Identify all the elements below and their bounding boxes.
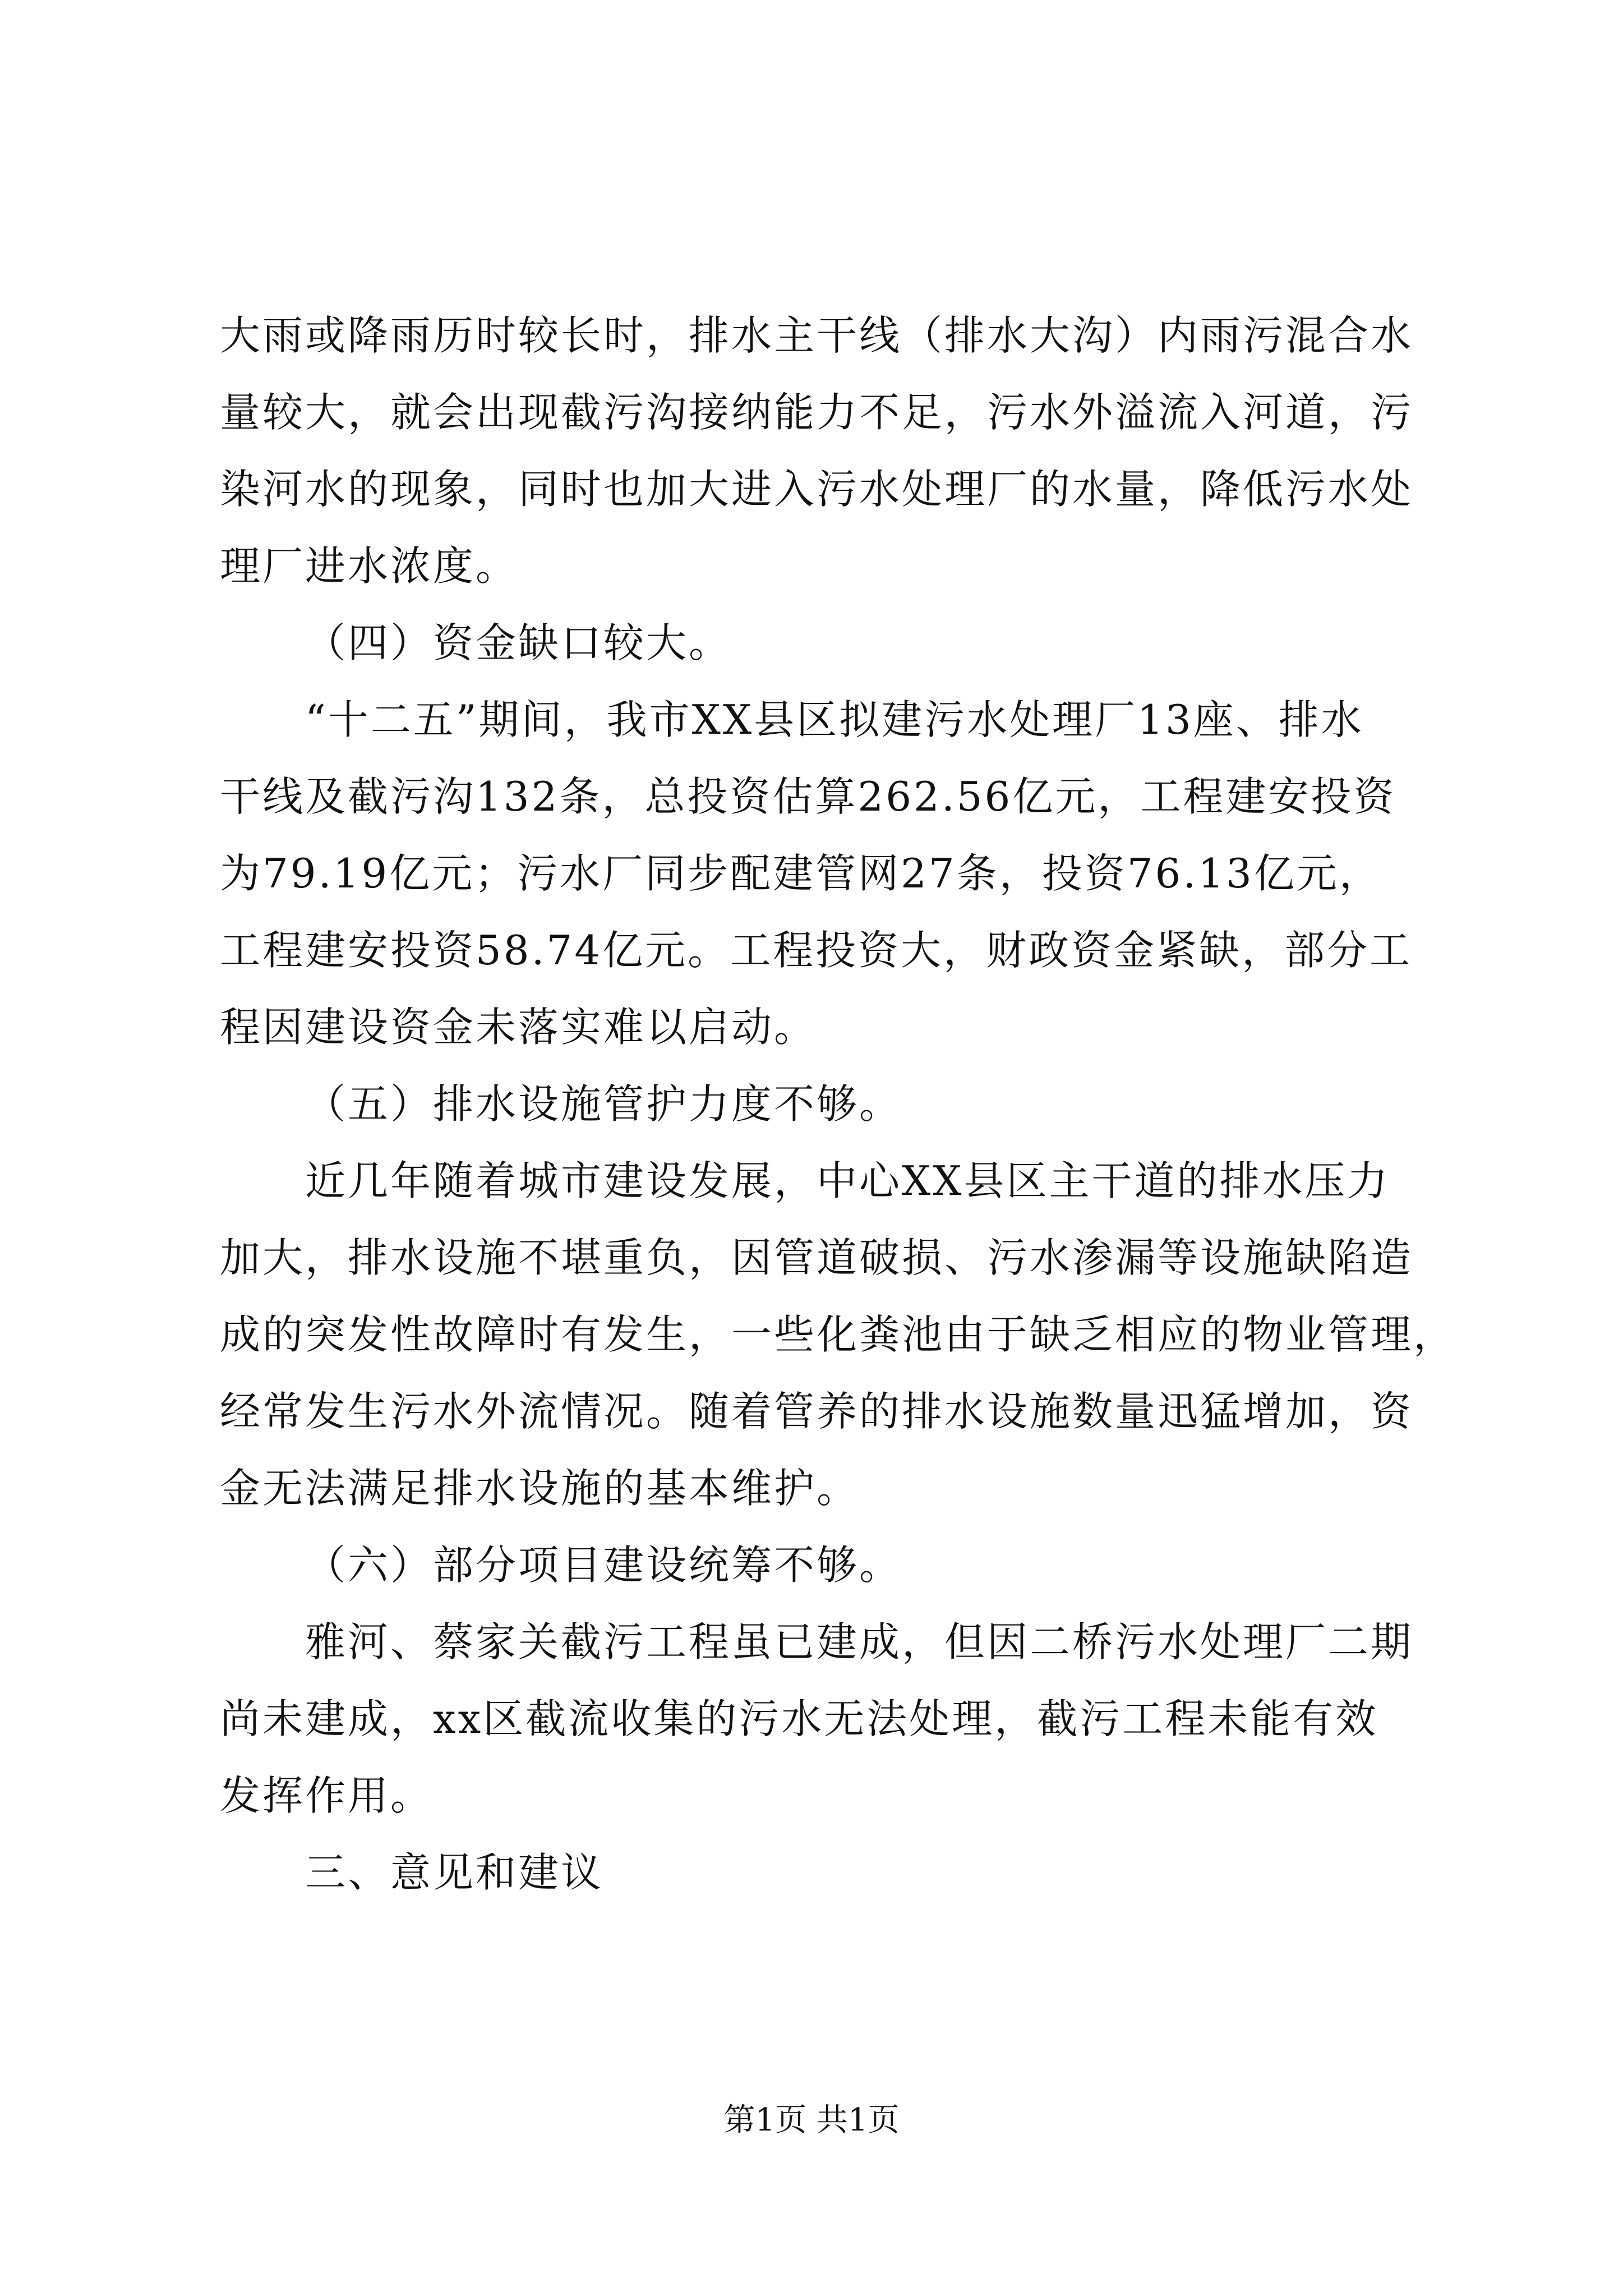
paragraph-line: 近几年随着城市建设发展，中心XX县区主干道的排水压力 — [305, 1157, 1390, 1204]
paragraph-line: 金无法满足排水设施的基本维护。 — [220, 1465, 860, 1512]
paragraph-line: 雅河、蔡家关截污工程虽已建成，但因二桥污水处理厂二期 — [305, 1618, 1414, 1665]
paragraph-line: 为79.19亿元；污水厂同步配建管网27条，投资76.13亿元， — [220, 850, 1382, 897]
paragraph-line: 量较大，就会出现截污沟接纳能力不足，污水外溢流入河道，污 — [220, 389, 1414, 436]
paragraph-line: 染河水的现象，同时也加大进入污水处理厂的水量，降低污水处 — [220, 466, 1414, 513]
paragraph-line: 经常发生污水外流情况。随着管养的排水设施数量迅猛增加，资 — [220, 1388, 1414, 1435]
document-body — [220, 297, 1456, 1911]
paragraph-line: 成的突发性故障时有发生，一些化粪池由于缺乏相应的物业管理， — [220, 1311, 1456, 1358]
section-heading-6: （六）部分项目建设统筹不够。 — [305, 1542, 902, 1589]
paragraph-line: 加大，排水设施不堪重负，因管道破损、污水渗漏等设施缺陷造 — [220, 1234, 1414, 1281]
paragraph-line: 大雨或降雨历时较长时，排水主干线（排水大沟）内雨污混合水 — [220, 312, 1414, 359]
paragraph-line: “十二五”期间，我市XX县区拟建污水处理厂13座、排水 — [305, 696, 1364, 743]
paragraph-line: 工程建安投资58.74亿元。工程投资大，财政资金紧缺，部分工 — [220, 927, 1413, 974]
paragraph-line: 发挥作用。 — [220, 1772, 434, 1819]
section-heading-3: 三、意见和建议 — [305, 1849, 604, 1896]
paragraph-line: 程因建设资金未落实难以启动。 — [220, 1004, 817, 1051]
paragraph-line: 干线及截污沟132条，总投资估算262.56亿元，工程建安投资 — [220, 773, 1396, 820]
paragraph-line: 理厂进水浓度。 — [220, 542, 519, 590]
section-heading-5: （五）排水设施管护力度不够。 — [305, 1080, 902, 1128]
section-heading-4: （四）资金缺口较大。 — [305, 619, 732, 666]
page-footer: 第1页 共1页 — [723, 2102, 900, 2138]
paragraph-line: 尚未建成，xx区截流收集的污水无法处理，截污工程未能有效 — [220, 1695, 1378, 1742]
